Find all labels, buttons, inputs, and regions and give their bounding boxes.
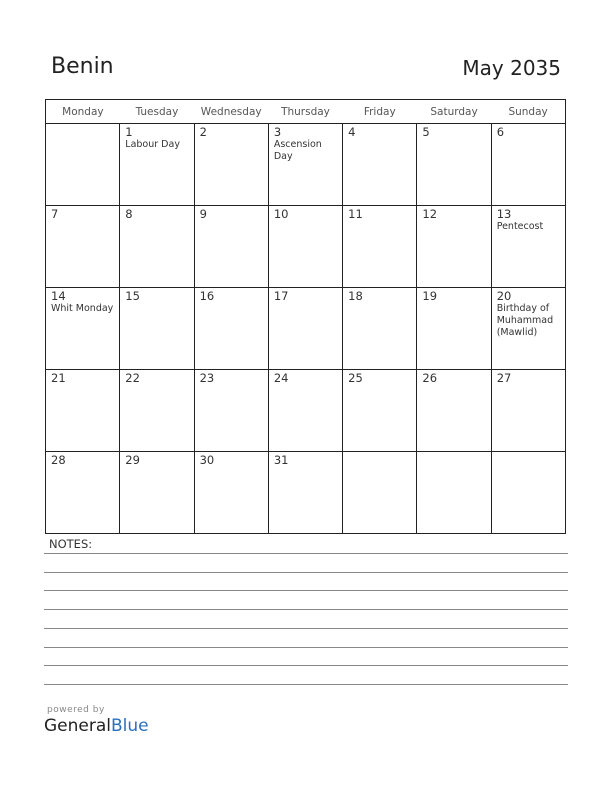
day-cell[interactable] xyxy=(120,124,194,206)
weekday-sunday: Sunday xyxy=(491,100,565,124)
day-cell[interactable] xyxy=(268,124,342,206)
notes-line xyxy=(44,647,568,648)
day-number: 27 xyxy=(496,371,512,385)
day-number: 11 xyxy=(348,207,363,221)
week-row xyxy=(46,206,566,288)
week-row xyxy=(46,370,566,452)
generalblue-logo xyxy=(44,716,149,736)
day-number: 7 xyxy=(51,207,59,221)
brand-general: General xyxy=(44,716,111,736)
day-number: 1 xyxy=(125,125,133,139)
day-cell[interactable] xyxy=(268,206,342,288)
day-cell[interactable] xyxy=(194,370,268,452)
holiday-label: Birthday of Muhammad (Mawlid) xyxy=(496,303,554,338)
day-cell[interactable] xyxy=(194,124,268,206)
notes-line xyxy=(44,684,568,685)
notes-line xyxy=(44,609,568,610)
day-number: 10 xyxy=(273,207,289,221)
day-cell[interactable] xyxy=(46,124,120,206)
day-cell[interactable] xyxy=(120,370,194,452)
day-cell[interactable] xyxy=(46,370,120,452)
day-number: 18 xyxy=(348,289,363,303)
holiday-label: Labour Day xyxy=(125,139,180,150)
day-number: 9 xyxy=(199,207,207,221)
brand-blue: Blue xyxy=(111,716,149,736)
day-number: 17 xyxy=(273,289,289,303)
day-cell[interactable] xyxy=(417,452,491,534)
day-number: 31 xyxy=(273,453,289,467)
weekday-friday: Friday xyxy=(343,100,417,124)
day-number: 19 xyxy=(422,289,438,303)
week-row xyxy=(46,452,566,534)
notes-line xyxy=(44,590,568,591)
day-number: 16 xyxy=(199,289,215,303)
day-number: 23 xyxy=(199,371,215,385)
day-number: 22 xyxy=(125,371,140,385)
day-cell[interactable] xyxy=(417,370,491,452)
day-number: 12 xyxy=(422,207,438,221)
notes-line xyxy=(44,665,568,666)
week-row xyxy=(46,288,566,370)
day-cell[interactable] xyxy=(268,370,342,452)
day-cell[interactable] xyxy=(46,452,120,534)
notes-line xyxy=(44,572,568,573)
calendar-grid xyxy=(45,99,566,534)
powered-by-text: powered by xyxy=(47,705,105,715)
day-number: 15 xyxy=(125,289,140,303)
day-cell[interactable] xyxy=(491,452,565,534)
week-row xyxy=(46,124,566,206)
weekday-thursday: Thursday xyxy=(268,100,342,124)
day-number: 24 xyxy=(273,371,289,385)
day-number: 4 xyxy=(348,125,356,139)
day-cell[interactable] xyxy=(194,206,268,288)
day-cell[interactable] xyxy=(120,452,194,534)
notes-line xyxy=(44,628,568,629)
holiday-label: Pentecost xyxy=(496,221,544,232)
day-number: 5 xyxy=(422,125,430,139)
day-cell[interactable] xyxy=(343,370,417,452)
day-cell[interactable] xyxy=(46,288,120,370)
day-number: 8 xyxy=(125,207,133,221)
day-cell[interactable] xyxy=(343,206,417,288)
month-year-title: May 2035 xyxy=(462,56,561,80)
day-cell[interactable] xyxy=(343,288,417,370)
country-title: Benin xyxy=(51,54,114,79)
notes-label: NOTES: xyxy=(49,537,93,551)
day-number: 6 xyxy=(496,125,505,139)
day-cell[interactable] xyxy=(194,288,268,370)
weekday-tuesday: Tuesday xyxy=(120,100,194,124)
day-number: 20 xyxy=(496,289,512,303)
day-number: 30 xyxy=(199,453,215,467)
day-number: 2 xyxy=(199,125,207,139)
day-cell[interactable] xyxy=(194,452,268,534)
holiday-label: Whit Monday xyxy=(51,303,114,314)
day-cell[interactable] xyxy=(343,124,417,206)
day-cell[interactable] xyxy=(46,206,120,288)
day-cell[interactable] xyxy=(417,288,491,370)
day-cell[interactable] xyxy=(417,124,491,206)
weekday-wednesday: Wednesday xyxy=(194,100,268,124)
day-cell[interactable] xyxy=(491,370,565,452)
day-number: 14 xyxy=(51,289,66,303)
day-cell[interactable] xyxy=(417,206,491,288)
day-cell[interactable] xyxy=(268,452,342,534)
day-cell[interactable] xyxy=(491,288,565,370)
holiday-label: Ascension Day xyxy=(273,139,322,162)
day-cell[interactable] xyxy=(491,206,565,288)
weekday-saturday: Saturday xyxy=(417,100,491,124)
day-number: 26 xyxy=(422,371,438,385)
weekday-monday: Monday xyxy=(46,100,120,124)
day-number: 13 xyxy=(496,207,512,221)
day-number: 21 xyxy=(51,371,66,385)
weekday-header-row xyxy=(46,100,566,124)
day-cell[interactable] xyxy=(491,124,565,206)
day-number: 25 xyxy=(348,371,363,385)
day-cell[interactable] xyxy=(268,288,342,370)
notes-line xyxy=(44,553,568,554)
day-number: 29 xyxy=(125,453,140,467)
day-number: 3 xyxy=(273,125,282,139)
day-number: 28 xyxy=(51,453,66,467)
day-cell[interactable] xyxy=(343,452,417,534)
day-cell[interactable] xyxy=(120,288,194,370)
day-cell[interactable] xyxy=(120,206,194,288)
